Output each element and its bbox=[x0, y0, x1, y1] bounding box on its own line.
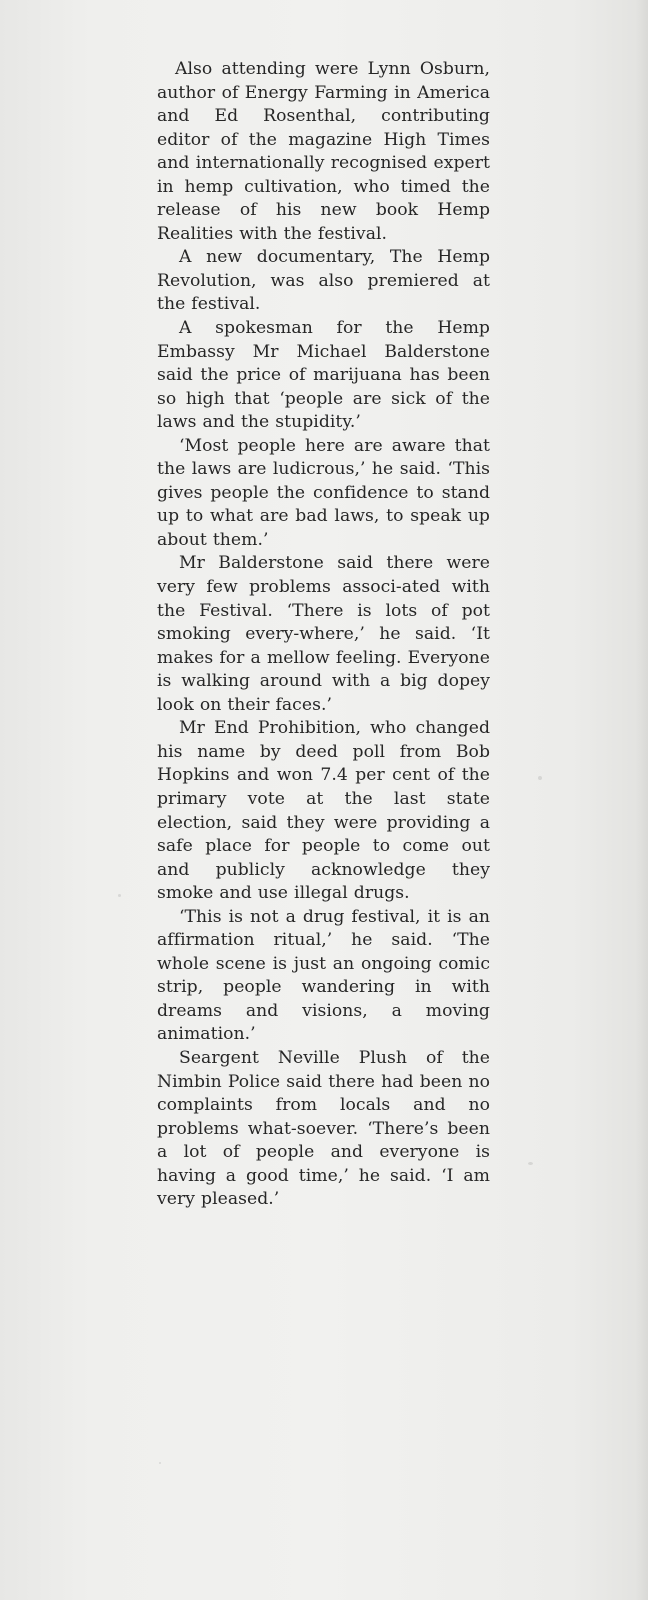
article-paragraph-5: Mr Balderstone said there were very few problems associ-ated with the Festival. ‘There is lots of pot smoking every-where,’ he said. ‘It makes for a mellow feeling. Everyone is walking around with a big dopey look on their faces.’ bbox=[157, 553, 490, 715]
article-paragraph-3: A spokesman for the Hemp Embassy Mr Michael Balderstone said the price of marijuana has been so high that ‘people are sick of the laws and the stupidity.’ bbox=[157, 318, 490, 433]
paper-speck bbox=[118, 894, 121, 897]
article-column bbox=[157, 58, 490, 1212]
paper-speck bbox=[528, 1162, 533, 1165]
paper-speck bbox=[159, 1462, 161, 1464]
article-paragraph-6: Mr End Prohibition, who changed his name by deed poll from Bob Hopkins and won 7.4 per cent of the primary vote at the last state election, said they were providing a safe place for people to come out and publicly acknowledge they smoke and use illegal drugs. bbox=[157, 718, 490, 904]
article-paragraph-4: ‘Most people here are aware that the laws are ludicrous,’ he said. ‘This gives people the confidence to stand up to what are bad laws, to speak up about them.’ bbox=[157, 435, 490, 550]
article-paragraph-1: Also attending were Lynn Osburn, author of Energy Farming in America and Ed Rosenthal, contributing editor of the magazine High Times and internationally recognised expert in hemp cultivation, who timed the release of his new book Hemp Realities with the festival. bbox=[157, 59, 490, 244]
scan-edge-shadow bbox=[636, 0, 648, 1600]
paper-speck bbox=[538, 776, 542, 780]
article-paragraph-7: ‘This is not a drug festival, it is an affirmation ritual,’ he said. ‘The whole scene is just an ongoing comic strip, people wandering in with dreams and visions, a moving animation.’ bbox=[157, 906, 490, 1045]
article-paragraph-8: Seargent Neville Plush of the Nimbin Police said there had been no complaints from locals and no problems what-soever. ‘There’s been a lot of people and everyone is having a good time,’ he said. ‘I am very pleased.’ bbox=[157, 1047, 490, 1210]
article-paragraph-2: A new documentary, The Hemp Revolution, was also premiered at the festival. bbox=[157, 247, 490, 315]
